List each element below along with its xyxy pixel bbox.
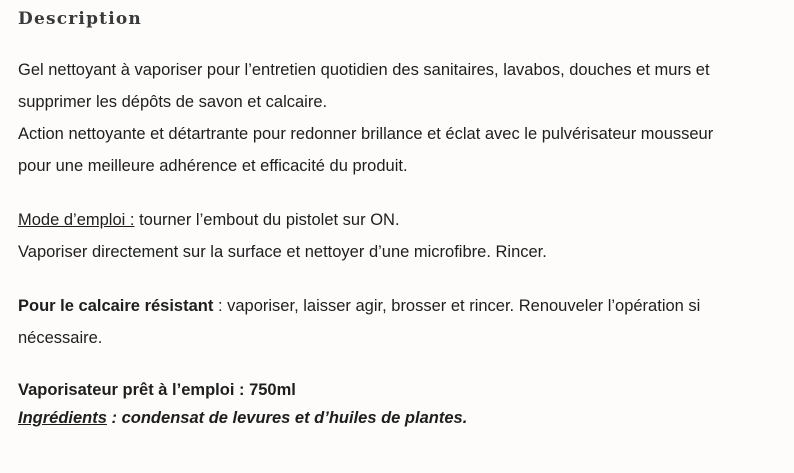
usage-line-2: Vaporiser directement sur la surface et nettoyer d’une microfibre. Rincer. [18, 243, 547, 261]
limescale-line-2: nécessaire. [18, 329, 103, 347]
ingredients-label: Ingrédients [18, 409, 107, 427]
limescale-line-1 [18, 290, 788, 322]
intro-line-3: Action nettoyante et détartrante pour redonner brillance et éclat avec le pulvérisateur mousseur [18, 125, 714, 143]
ingredients-text: : condensat de levures et d’huiles de plantes. [106, 409, 468, 427]
intro-line-4: pour une meilleure adhérence et efficacité du produit. [18, 157, 408, 175]
intro-line-2: supprimer les dépôts de savon et calcaire. [18, 93, 328, 111]
usage-text: tourner l’embout du pistolet sur ON. [134, 211, 400, 229]
intro-line-1: Gel nettoyant à vaporiser pour l’entretien quotidien des sanitaires, lavabos, douches et murs et [18, 61, 710, 79]
limescale-label: Pour le calcaire résistant [18, 297, 214, 315]
product-size: Vaporisateur prêt à l’emploi : 750ml [18, 381, 296, 399]
section-heading: Description [18, 9, 142, 29]
usage-line-1 [18, 204, 788, 236]
description-body [18, 54, 788, 432]
limescale-text: : vaporiser, laisser agir, brosser et rincer. Renouveler l’opération si [213, 297, 701, 315]
ingredients-line [18, 404, 788, 432]
usage-label: Mode d’emploi : [18, 211, 135, 229]
